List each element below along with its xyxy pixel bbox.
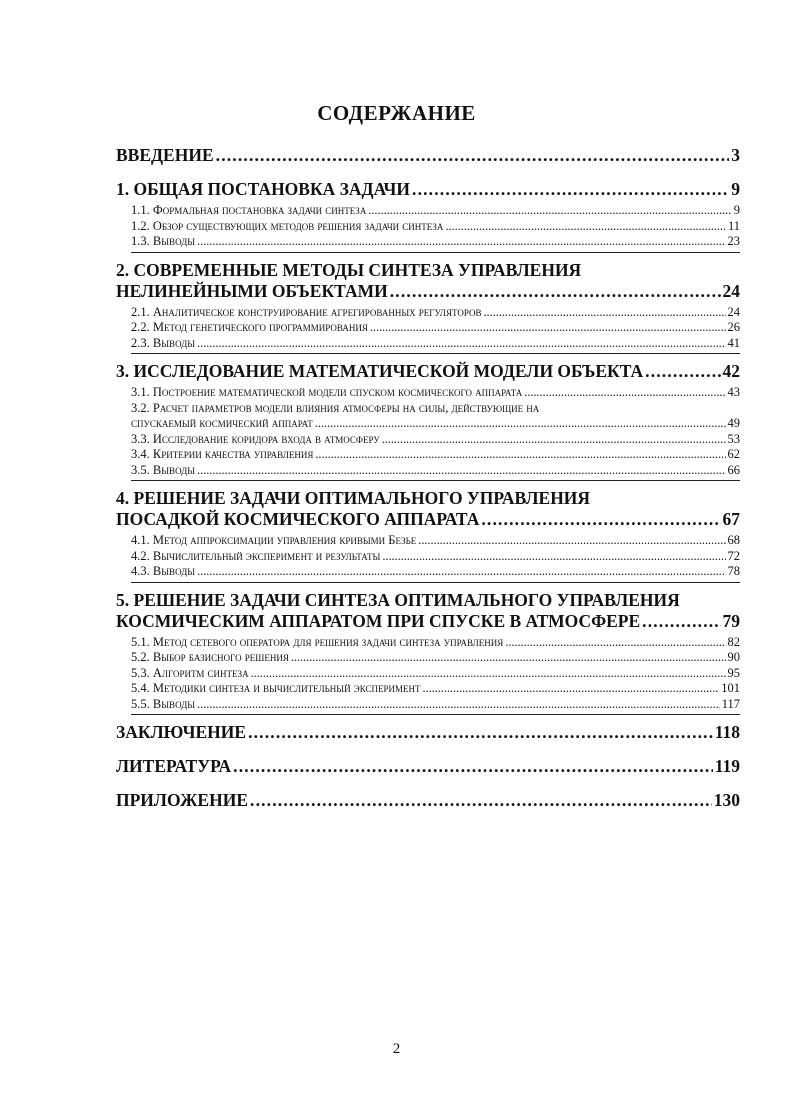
- toc-page-number: 117: [721, 696, 740, 711]
- toc-page-number: 9: [731, 179, 740, 199]
- toc-subsection[interactable]: [131, 305, 740, 321]
- toc-page-number: 95: [727, 665, 740, 680]
- toc-subsection-title: 1.2. Обзор существующих методов решения задачи синтеза: [131, 218, 444, 233]
- toc-page-number: 101: [721, 681, 740, 695]
- toc-page-number: 9: [733, 203, 740, 217]
- toc-page-number: 78: [727, 564, 740, 578]
- dot-leader: [642, 611, 720, 632]
- toc-subsection[interactable]: [131, 681, 740, 697]
- toc-chapter[interactable]: [116, 790, 740, 811]
- toc-page-number: 49: [727, 416, 740, 430]
- dot-leader: [250, 790, 712, 811]
- toc-subsection-list: [131, 635, 740, 716]
- toc-subsection-list: [131, 533, 740, 583]
- toc-subsection-title: 3.4. Критерии качества управления: [131, 447, 314, 461]
- toc-subsection-list: [131, 203, 740, 253]
- toc-subsection[interactable]: [131, 463, 740, 479]
- toc-subsection[interactable]: [131, 234, 740, 250]
- toc-chapter-title: 3. ИССЛЕДОВАНИЕ МАТЕМАТИЧЕСКОЙ МОДЕЛИ ОБЪЕКТА: [116, 361, 644, 381]
- toc-page-number: 119: [714, 756, 740, 776]
- toc-chapter[interactable]: [116, 756, 740, 777]
- dot-leader: [251, 666, 726, 682]
- toc-subsection-title: 5.5. Выводы: [131, 696, 196, 711]
- toc-subsection[interactable]: [131, 203, 740, 219]
- toc-subsection[interactable]: [131, 320, 740, 336]
- toc-subsection-title: 3.3. Исследование коридора входа в атмосферу: [131, 431, 380, 446]
- toc-chapter-title-line: 2. СОВРЕМЕННЫЕ МЕТОДЫ СИНТЕЗА УПРАВЛЕНИЯ: [116, 259, 582, 280]
- toc-chapter-title: НЕЛИНЕЙНЫМИ ОБЪЕКТАМИ: [116, 280, 388, 301]
- toc-subsection-title: 3.5. Выводы: [131, 462, 196, 477]
- toc-subsection-title: 4.3. Выводы: [131, 564, 196, 578]
- toc-chapter[interactable]: [116, 145, 740, 166]
- dot-leader: [197, 564, 725, 580]
- dot-leader: [291, 650, 726, 666]
- toc-subsection-title: 2.2. Метод генетического программирования: [131, 320, 368, 334]
- toc-chapter-title: 1. ОБЩАЯ ПОСТАНОВКА ЗАДАЧИ: [116, 179, 411, 199]
- toc-subsection[interactable]: [131, 666, 740, 682]
- toc-subsection-title: 4.1. Метод аппроксимации управления кривыми Безье: [131, 533, 417, 547]
- toc-page-number: 118: [714, 722, 740, 742]
- toc-chapter-title-line: 4. РЕШЕНИЕ ЗАДАЧИ ОПТИМАЛЬНОГО УПРАВЛЕНИЯ: [116, 488, 591, 508]
- toc-chapter[interactable]: [116, 590, 740, 632]
- dot-leader: [390, 281, 721, 302]
- toc-chapter[interactable]: [116, 179, 740, 200]
- toc-subsection-title: 3.1. Построение математической модели спуском космического аппарата: [131, 385, 523, 399]
- toc-page-number: 3: [731, 145, 740, 165]
- dot-leader: [422, 681, 719, 697]
- table-of-contents: [116, 145, 740, 824]
- toc-subsection[interactable]: [131, 385, 740, 401]
- toc-subsection-title: 5.1. Метод сетевого оператора для решения задачи синтеза управления: [131, 634, 504, 649]
- toc-page-number: 66: [727, 462, 740, 477]
- toc-subsection[interactable]: [131, 635, 740, 651]
- toc-subsection-title: спускаемый космический аппарат: [131, 416, 313, 430]
- page-number: 2: [392, 1041, 401, 1057]
- toc-chapter[interactable]: [116, 260, 740, 302]
- dot-leader: [368, 203, 731, 219]
- toc-page-number: 43: [727, 385, 740, 399]
- dot-leader: [483, 305, 725, 321]
- dot-leader: [233, 756, 713, 777]
- toc-page-number: 11: [727, 218, 740, 233]
- toc-subsection[interactable]: [131, 650, 740, 666]
- toc-subsection[interactable]: [131, 336, 740, 352]
- page-title: СОДЕРЖАНИЕ: [317, 101, 476, 125]
- toc-chapter[interactable]: [116, 722, 740, 743]
- dot-leader: [382, 432, 726, 448]
- dot-leader: [481, 509, 720, 530]
- toc-page-number: 72: [727, 548, 740, 563]
- dot-leader: [216, 145, 730, 166]
- toc-page-number: 67: [722, 509, 740, 529]
- toc-subsection[interactable]: [131, 564, 740, 580]
- toc-page-number: 82: [727, 634, 740, 649]
- toc-page-number: 68: [727, 533, 740, 547]
- dot-leader: [197, 463, 725, 479]
- toc-subsection[interactable]: [131, 219, 740, 235]
- dot-leader: [315, 447, 725, 463]
- toc-chapter-title: КОСМИЧЕСКИМ АППАРАТОМ ПРИ СПУСКЕ В АТМОСФЕРЕ: [116, 610, 641, 631]
- toc-subsection-title: 5.2. Выбор базисного решения: [131, 650, 289, 664]
- dot-leader: [645, 361, 720, 382]
- toc-page-number: 62: [727, 447, 740, 461]
- toc-subsection-title: 1.1. Формальная постановка задачи синтеза: [131, 203, 367, 217]
- toc-chapter-title: ЗАКЛЮЧЕНИЕ: [116, 722, 247, 742]
- dot-leader: [445, 219, 726, 235]
- dot-leader: [418, 533, 725, 549]
- toc-chapter-title: ПОСАДКОЙ КОСМИЧЕСКОГО АППАРАТА: [116, 509, 480, 529]
- dot-leader: [370, 320, 726, 336]
- toc-page-number: 24: [722, 280, 740, 301]
- toc-subsection[interactable]: [131, 549, 740, 565]
- toc-subsection[interactable]: [131, 447, 740, 463]
- toc-page-number: 53: [727, 431, 740, 446]
- toc-subsection-list: [131, 385, 740, 481]
- toc-page-number: 90: [727, 650, 740, 664]
- toc-subsection-title: 2.1. Аналитическое конструирование агрегированных регуляторов: [131, 304, 482, 319]
- toc-subsection-title: 5.4. Методики синтеза и вычислительный эксперимент: [131, 681, 421, 695]
- dot-leader: [197, 336, 725, 352]
- toc-chapter[interactable]: [116, 488, 740, 530]
- toc-page-number: 41: [727, 335, 740, 350]
- toc-chapter[interactable]: [116, 361, 740, 382]
- toc-chapter-title: ПРИЛОЖЕНИЕ: [116, 790, 249, 810]
- dot-leader: [524, 385, 725, 401]
- toc-subsection[interactable]: [131, 401, 740, 432]
- dot-leader: [197, 697, 720, 713]
- toc-subsection-title: 5.3. Алгоритм синтеза: [131, 665, 249, 680]
- toc-page-number: 23: [727, 234, 740, 248]
- toc-subsection-title: 4.2. Вычислительный эксперимент и результаты: [131, 548, 381, 563]
- toc-subsection-title: 2.3. Выводы: [131, 335, 196, 350]
- toc-page-number: 42: [722, 361, 740, 381]
- dot-leader: [412, 179, 729, 200]
- toc-subsection-title: 1.3. Выводы: [131, 234, 196, 248]
- toc-chapter-title-line: 5. РЕШЕНИЕ ЗАДАЧИ СИНТЕЗА ОПТИМАЛЬНОГО УПРАВЛЕНИЯ: [116, 589, 680, 610]
- dot-leader: [197, 234, 725, 250]
- toc-subsection[interactable]: [131, 697, 740, 713]
- toc-subsection[interactable]: [131, 533, 740, 549]
- toc-subsection-list: [131, 305, 740, 355]
- toc-page-number: 24: [727, 304, 740, 319]
- dot-leader: [248, 722, 713, 743]
- toc-page-number: 130: [713, 790, 740, 810]
- toc-page-number: 26: [727, 320, 740, 334]
- toc-subsection-title-line: 3.2. Расчет параметров модели влияния атмосферы на силы, действующие на: [131, 400, 540, 415]
- toc-subsection[interactable]: [131, 432, 740, 448]
- toc-chapter-title: ЛИТЕРАТУРА: [116, 756, 232, 776]
- toc-page-number: 79: [722, 610, 740, 631]
- dot-leader: [382, 549, 725, 565]
- toc-chapter-title: ВВЕДЕНИЕ: [116, 145, 214, 165]
- dot-leader: [505, 635, 725, 651]
- dot-leader: [315, 416, 726, 432]
